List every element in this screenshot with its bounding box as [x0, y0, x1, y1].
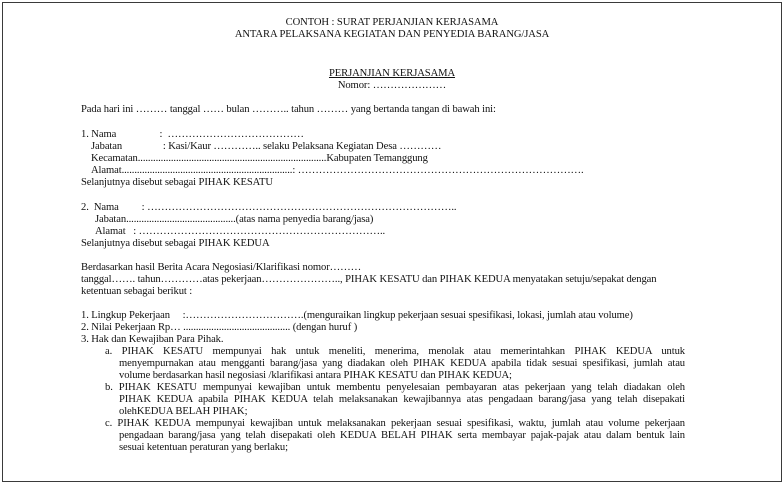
right-b-line-1: b. PIHAK KESATU mempunyai kewajiban untuk membentu penyelesaian pembayaran atas pekerjaan yang telah diadakan oleh	[105, 382, 685, 393]
right-c-line-2: pengadaan barang/jasa yang telah disepakati oleh KEDUA BELAH PIHAK serta membayar pajak-pajak atau dalam bentuk lain	[119, 430, 685, 441]
party1-district: Kecamatan..........................................................................Kabupaten Temanggung	[91, 153, 428, 164]
term-value: 2. Nilai Pekerjaan Rp… .......................................... (dengan huruf )	[81, 322, 358, 333]
basis-line-3: ketentuan sebagai berikut :	[81, 286, 193, 297]
party2-address: Alamat : ……………………………………………………………..	[95, 226, 386, 237]
right-a-line-3: volume berdasarkan hasil negosiasi /klarifikasi antara PIHAK KESATU dan PIHAK KEDUA;	[119, 370, 512, 381]
doc-number: Nomor: …………………	[337, 80, 447, 91]
term-scope: 1. Lingkup Pekerjaan :…………………………….(menguraikan lingkup pekerjaan sesuai spesifikasi, lokasi, jumlah atau volume)	[81, 310, 633, 321]
right-a-line-2: menyempurnakan atau mengganti barang/jasa yang diadakan oleh PIHAK KEDUA apabila tidak sesuai spesifikasi, jumlah atau	[119, 358, 685, 369]
right-b-line-3: olehKEDUA BELAH PIHAK;	[119, 406, 248, 417]
party2-closing: Selanjutnya disebut sebagai PIHAK KEDUA	[81, 238, 270, 249]
doc-header-line-2: ANTARA PELAKSANA KEGIATAN DAN PENYEDIA BARANG/JASA	[234, 29, 550, 40]
party2-position: Jabatan...........................................(atas nama penyedia barang/jasa)	[95, 214, 374, 225]
right-c-line-1: c. PIHAK KEDUA mempunyai kewajiban untuk melaksanakan pekerjaan sesuai spesifikasi, waktu, jumlah atau volume pekerjaan	[105, 418, 685, 429]
doc-title: PERJANJIAN KERJASAMA	[328, 68, 456, 79]
document-page	[2, 2, 782, 482]
basis-line-2: tanggal……. tahun…………atas pekerjaan………………….., PIHAK KESATU dan PIHAK KEDUA menyatakan setuju/sepakat dengan	[81, 274, 657, 285]
party1-address: Alamat...................................................................: ……………………………………………………………………….	[91, 165, 584, 176]
party2-name: 2. Nama : ……………………………………………………………………………..	[81, 202, 457, 213]
right-b-line-2: PIHAK KEDUA apabila PIHAK KEDUA telah melaksanakan kewajibannya atas pengadaan barang/jasa yang telah disepakati	[119, 394, 685, 405]
right-a-line-1: a. PIHAK KESATU mempunyai hak untuk meneliti, menerima, menolak atau memerintahkan PIHAK KEDUA untuk	[105, 346, 685, 357]
intro-paragraph: Pada hari ini ……… tanggal …… bulan ……….. tahun ……… yang bertanda tangan di bawah ini:	[81, 104, 496, 115]
party1-name: 1. Nama : …………………………………	[81, 129, 304, 140]
term-rights-heading: 3. Hak dan Kewajiban Para Pihak.	[81, 334, 224, 345]
basis-line-1: Berdasarkan hasil Berita Acara Negosiasi/Klarifikasi nomor………	[81, 262, 362, 273]
doc-header-line-1: CONTOH : SURAT PERJANJIAN KERJASAMA	[285, 17, 499, 28]
right-c-line-3: sesuai ketentuan peraturan yang berlaku;	[119, 442, 288, 453]
party1-closing: Selanjutnya disebut sebagai PIHAK KESATU	[81, 177, 273, 188]
party1-position: Jabatan : Kasi/Kaur ………….. selaku Pelaksana Kegiatan Desa …………	[91, 141, 442, 152]
